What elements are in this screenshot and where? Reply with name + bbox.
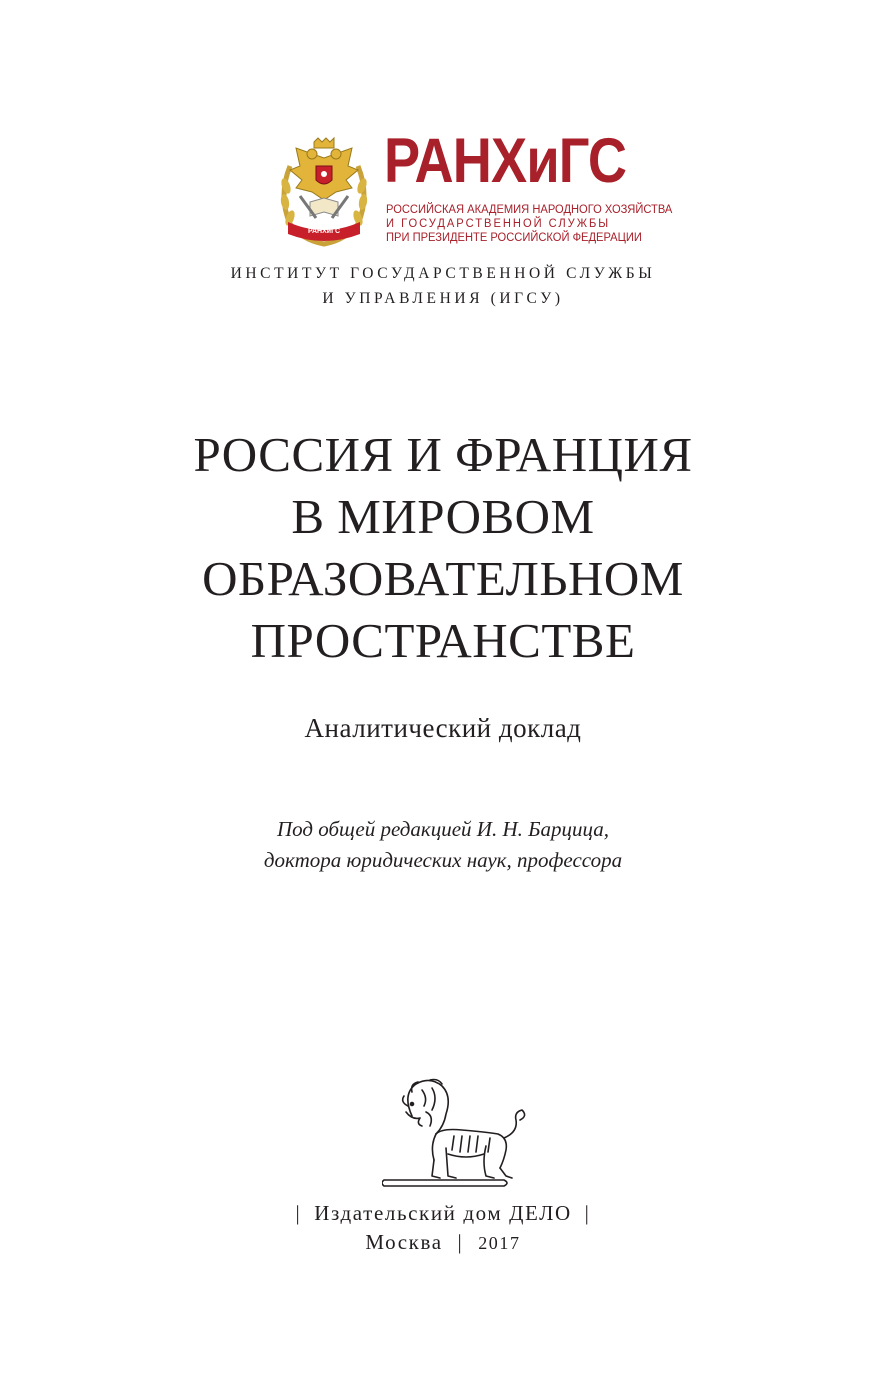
separator-bar: | (457, 1230, 464, 1254)
editor-line-1: Под общей редакцией И. Н. Барцица, (276, 817, 610, 841)
lion-icon (382, 1076, 530, 1190)
publisher-line-1 (0, 1199, 886, 1228)
title-line-3: ОБРАЗОВАТЕЛЬНОМ (202, 551, 684, 606)
editor-line-2: доктора юридических наук, профессора (263, 848, 623, 872)
publisher-imprint (0, 1199, 886, 1258)
logo-caption-line-3: ПРИ ПРЕЗИДЕНТЕ РОССИЙСКОЙ ФЕДЕРАЦИИ (386, 230, 642, 244)
logo-caption-line-1: РОССИЙСКАЯ АКАДЕМИЯ НАРОДНОГО ХОЗЯЙСТВА (386, 202, 673, 216)
institute-name (0, 261, 886, 311)
separator-bar: | (295, 1201, 302, 1225)
separator-bar: | (584, 1201, 591, 1225)
emblem-ribbon-label: РАНХиГС (307, 228, 341, 235)
logo-caption-line-2: И ГОСУДАРСТВЕННОЙ СЛУЖБЫ (386, 216, 611, 230)
publisher-line-2 (0, 1228, 886, 1258)
book-subtitle: Аналитический доклад (304, 713, 582, 743)
institute-line-1: ИНСТИТУТ ГОСУДАРСТВЕННОЙ СЛУЖБЫ (230, 265, 656, 282)
title-line-2: В МИРОВОМ (291, 489, 595, 544)
logo-wordmark: РАНХиГС (384, 126, 627, 196)
logo-caption (386, 202, 673, 244)
title-line-1: РОССИЯ И ФРАНЦИЯ (193, 427, 693, 482)
title-line-4: ПРОСТРАНСТВЕ (250, 613, 636, 668)
book-title (0, 424, 886, 672)
institute-line-2: И УПРАВЛЕНИЯ (ИГСУ) (322, 290, 564, 307)
publisher-name: Издательский дом ДЕЛО (314, 1201, 572, 1225)
editor-credit (0, 814, 886, 876)
ranepa-logo (276, 126, 673, 248)
publisher-city: Москва (365, 1230, 443, 1254)
publication-year: 2017 (478, 1233, 521, 1253)
